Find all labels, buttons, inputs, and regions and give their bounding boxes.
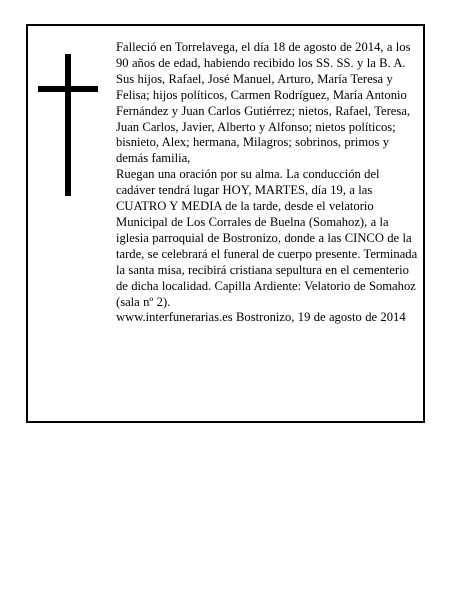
source-and-date: www.interfunerarias.es Bostronizo, 19 de agosto de 2014 <box>116 310 406 325</box>
obituary-notice <box>26 24 425 423</box>
latin-cross-icon <box>38 54 98 196</box>
death-announcement: Falleció en Torrelavega, el día 18 de agosto de 2014, a los 90 años de edad, habiendo recibido los SS. SS. y la B. A. <box>116 40 411 70</box>
cross-vertical-bar <box>65 54 71 196</box>
notice-body <box>116 40 422 326</box>
family-list: Sus hijos, Rafael, José Manuel, Arturo, María Teresa y Felisa; hijos políticos, Carmen Rodríguez, María Antonio Fernández y Juan Carlos Gutiérrez; nietos, Rafael, Teresa, Juan Carlos, Javier, Alberto y Alfonso; nietos políticos; bisnieto, Alex; hermana, Milagros; sobrinos, primos y demás familia, <box>116 71 411 166</box>
funeral-details: Ruegan una oración por su alma. La conducción del cadáver tendrá lugar HOY, MARTES, día 19, a las CUATRO Y MEDIA de la tarde, desde el velatorio Municipal de Los Corrales de Buelna (Somahoz), a la iglesia parroquial de Bostronizo, donde a las CINCO de la tarde, se celebrará el funeral de cuerpo presente. Terminada la santa misa, recibirá cristiana sepultura en el cementerio de dicha localidad. Capilla Ardiente: Velatorio de Somahoz (sala nº 2). <box>116 167 418 309</box>
cross-horizontal-bar <box>38 86 98 92</box>
